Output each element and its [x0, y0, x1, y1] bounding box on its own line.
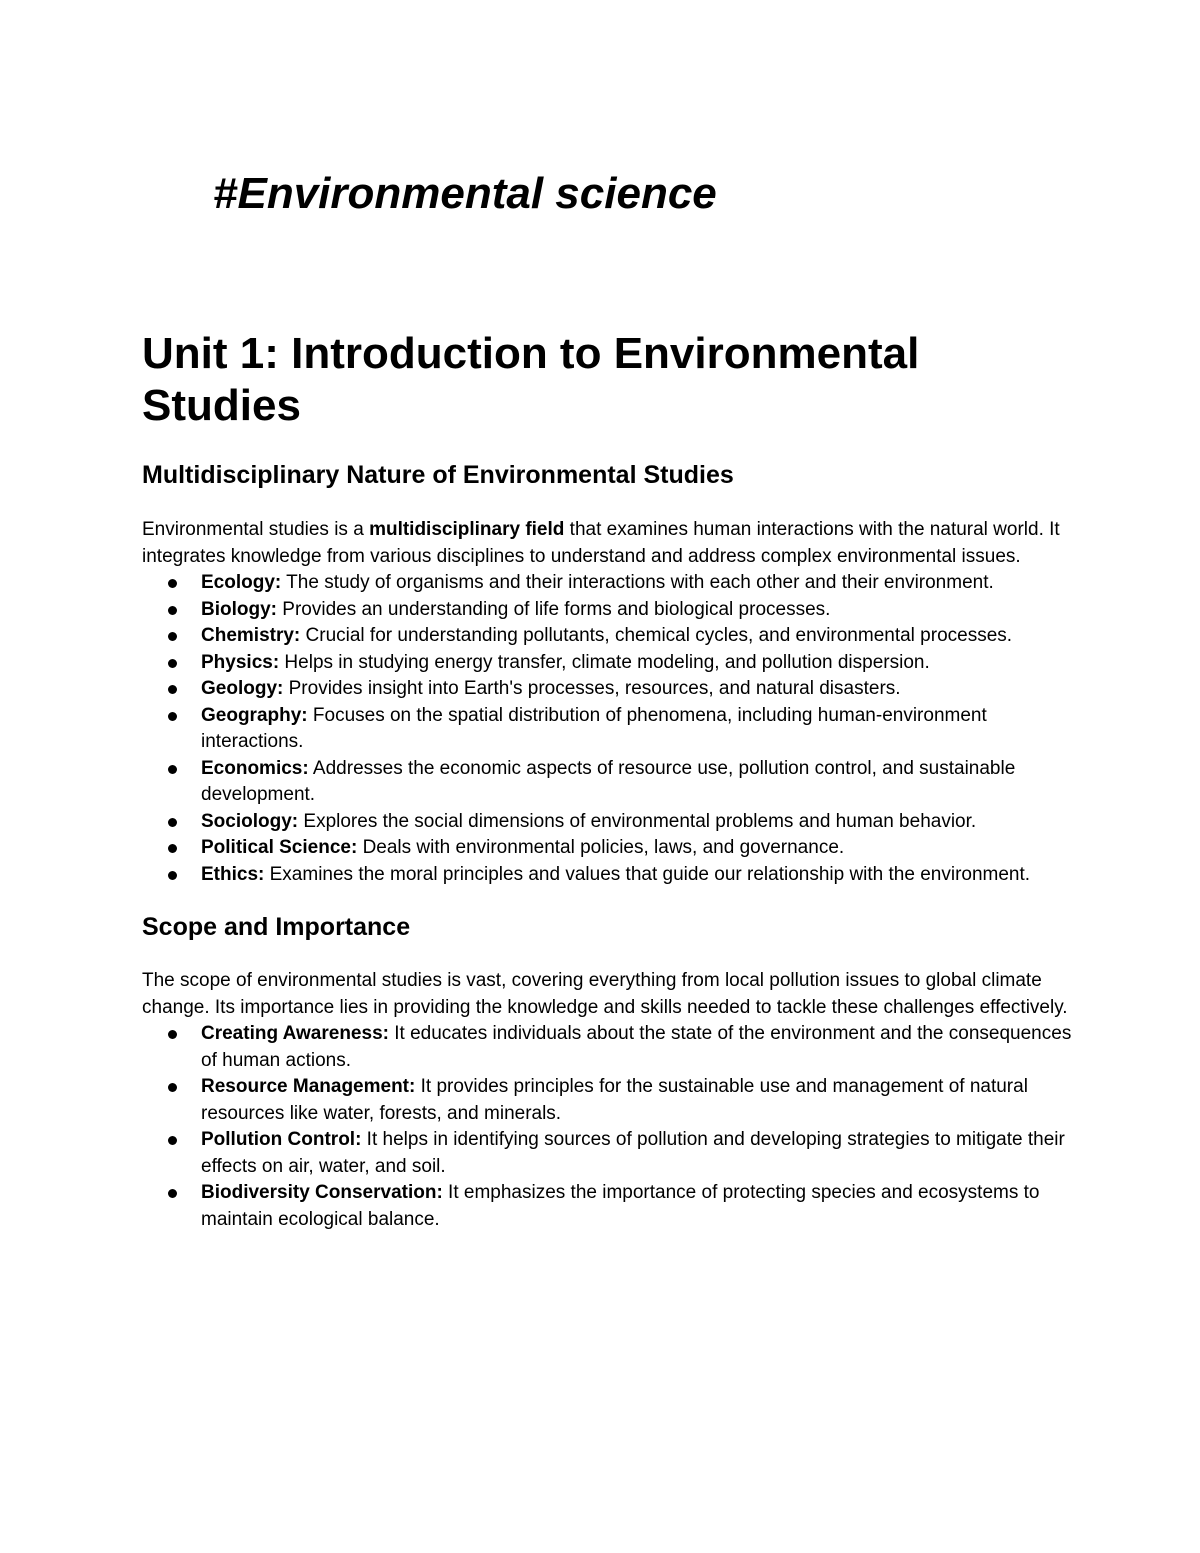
bullet-icon	[168, 606, 177, 615]
list-item-chemistry	[142, 623, 1072, 650]
list-item-term: Resource Management:	[201, 1076, 416, 1097]
list-item-term: Biodiversity Conservation:	[201, 1182, 443, 1203]
list-item-geography	[142, 703, 1072, 756]
list-item-text: It provides principles for the sustainable use and management of natural resources like water, forests, and minerals.	[201, 1076, 1028, 1124]
list-item-text: Provides an understanding of life forms and biological processes.	[277, 598, 831, 620]
list-item-term: Ecology:	[201, 572, 282, 593]
list-item-term: Economics:	[201, 757, 309, 779]
bullet-icon	[168, 1136, 177, 1145]
list-item-physics	[142, 650, 1072, 677]
list-item-pollution-control	[142, 1127, 1072, 1180]
importance-list	[142, 1021, 1072, 1233]
list-item-term: Geography:	[201, 704, 308, 726]
list-item-text: Deals with environmental policies, laws, and governance.	[357, 837, 845, 858]
list-item-text: Examines the moral principles and values that guide our relationship with the environment.	[264, 863, 1031, 885]
list-item-economics	[142, 756, 1072, 809]
bullet-icon	[168, 579, 177, 588]
list-item-text: It emphasizes the importance of protecting species and ecosystems to maintain ecological balance.	[201, 1182, 1040, 1230]
intro-bold-term: multidisciplinary field	[369, 519, 565, 540]
section-heading-multidisciplinary: Multidisciplinary Nature of Environmental Studies	[142, 461, 734, 489]
list-item-political-science	[142, 835, 1072, 862]
section-intro-multidisciplinary	[142, 517, 1072, 570]
list-item-term: Political Science:	[201, 837, 358, 858]
list-item-text: Focuses on the spatial distribution of phenomena, including human-environment interactions.	[201, 704, 987, 752]
intro-text-start: Environmental studies is a	[142, 519, 370, 540]
list-item-term: Geology:	[201, 678, 284, 699]
list-item-creating-awareness	[142, 1021, 1072, 1074]
bullet-icon	[168, 659, 177, 668]
list-item-term: Chemistry:	[201, 625, 301, 646]
list-item-term: Creating Awareness:	[201, 1023, 389, 1044]
list-item-text: Explores the social dimensions of environmental problems and human behavior.	[298, 810, 977, 832]
intro-text-end: that examines human interactions with the natural world. It integrates knowledge from various disciplines to understand and address complex environmental issues.	[142, 519, 1060, 567]
bullet-icon	[168, 765, 177, 774]
document-content	[142, 328, 1072, 1233]
list-item-term: Ethics:	[201, 863, 265, 885]
bullet-icon	[168, 1030, 177, 1039]
list-item-ethics	[142, 862, 1072, 889]
list-item-term: Physics:	[201, 651, 280, 673]
list-item-biodiversity-conservation	[142, 1180, 1072, 1233]
list-item-text: Crucial for understanding pollutants, chemical cycles, and environmental processes.	[300, 625, 1013, 646]
list-item-text: It helps in identifying sources of pollution and developing strategies to mitigate their effects on air, water, and soil.	[201, 1129, 1065, 1177]
section-heading-scope: Scope and Importance	[142, 913, 411, 941]
section-intro-scope: The scope of environmental studies is vast, covering everything from local pollution issues to global climate change. Its importance lies in providing the knowledge and skills needed to tackle these challenges effectively.	[142, 970, 1068, 1018]
bullet-icon	[168, 844, 177, 853]
list-item-term: Biology:	[201, 598, 277, 620]
unit-title: Unit 1: Introduction to Environmental Studies	[142, 329, 920, 430]
list-item-text: The study of organisms and their interactions with each other and their environment.	[281, 572, 994, 593]
list-item-ecology	[142, 570, 1072, 597]
list-item-term: Sociology:	[201, 810, 299, 832]
bullet-icon	[168, 712, 177, 721]
list-item-text: Helps in studying energy transfer, climate modeling, and pollution dispersion.	[279, 651, 930, 673]
bullet-icon	[168, 685, 177, 694]
bullet-icon	[168, 1083, 177, 1092]
list-item-text: It educates individuals about the state of the environment and the consequences of human actions.	[201, 1023, 1072, 1071]
bullet-icon	[168, 1189, 177, 1198]
bullet-icon	[168, 818, 177, 827]
list-item-text: Addresses the economic aspects of resource use, pollution control, and sustainable development.	[201, 757, 1016, 805]
list-item-resource-management	[142, 1074, 1072, 1127]
list-item-sociology	[142, 809, 1072, 836]
list-item-text: Provides insight into Earth's processes, resources, and natural disasters.	[283, 678, 901, 699]
list-item-term: Pollution Control:	[201, 1129, 362, 1150]
list-item-geology	[142, 676, 1072, 703]
bullet-icon	[168, 632, 177, 641]
disciplines-list	[142, 570, 1072, 888]
document-tag-title: #Environmental science	[213, 169, 717, 218]
list-item-biology	[142, 597, 1072, 624]
bullet-icon	[168, 871, 177, 880]
